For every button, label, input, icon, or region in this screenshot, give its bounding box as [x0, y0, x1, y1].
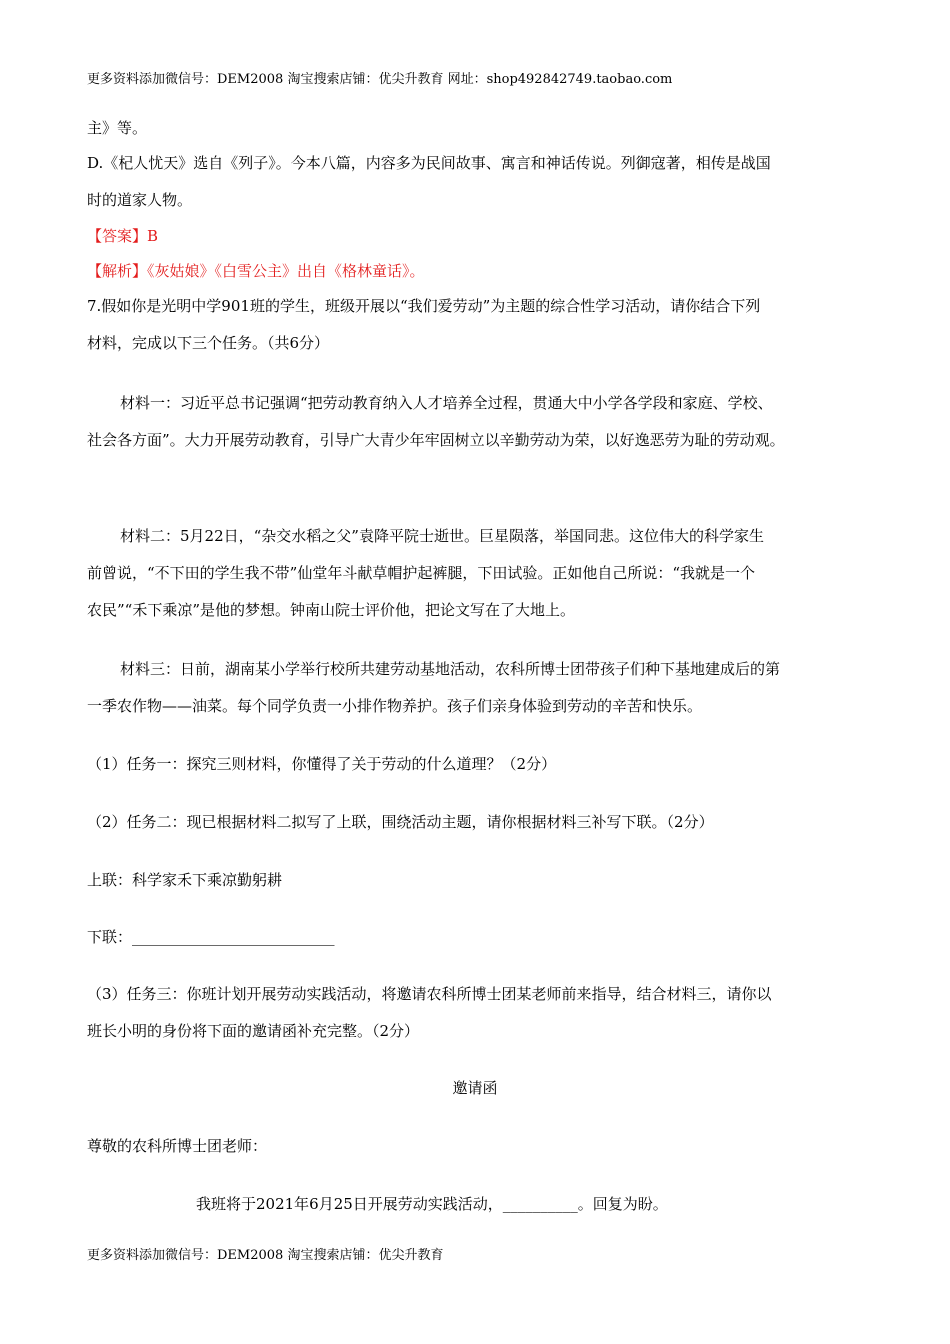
answer-line: 【答案】B	[87, 227, 159, 245]
material-2: 材料二：5月22日，“杂交水稻之父”袁降平院士逝世。巨星陨落，举国同悲。这位伟大的科学家生	[120, 527, 764, 545]
invitation-title: 邀请函	[452, 1079, 498, 1097]
material-1-cont: 社会各方面”。大力开展劳动教育，引导广大青少年牢固树立以辛勤劳动为荣，以好逸恶劳为耻的劳动观。	[87, 431, 785, 449]
task-2: （2）任务二：现已根据材料二拟写了上联，围绕活动主题，请你根据材料三补写下联。（2分）	[87, 813, 714, 831]
task-3: （3）任务三：你班计划开展劳动实践活动，将邀请农科所博士团某老师前来指导，结合材料三，请你以	[87, 985, 772, 1003]
material-2-cont: 前曾说，“不下田的学生我不带”仙堂年斗献草帽护起裤腿，下田试验。正如他自己所说：“我就是一个	[87, 564, 756, 582]
task-1: （1）任务一：探究三则材料，你懂得了关于劳动的什么道理？（2分）	[87, 755, 557, 773]
text-line: 时的道家人物。	[87, 191, 193, 209]
text-line: 主》等。	[87, 119, 148, 137]
upper-couplet: 上联：科学家禾下乘凉勤躬耕	[87, 871, 283, 889]
page-header: 更多资料添加微信号：DEM2008 淘宝搜索店铺：优尖升教育 网址：shop492842749.taobao.com	[87, 72, 673, 87]
material-2-cont: 农民”“禾下乘凉”是他的梦想。钟南山院士评价他，把论文写在了大地上。	[87, 601, 576, 619]
question-7-cont: 材料，完成以下三个任务。（共6分）	[87, 334, 330, 352]
material-3-cont: 一季农作物——油菜。每个同学负责一小排作物养护。孩子们亲身体验到劳动的辛苦和快乐。	[87, 697, 703, 715]
lower-couplet: 下联：___________________________	[87, 928, 335, 946]
invitation-body: 我班将于2021年6月25日开展劳动实践活动，__________。回复为盼。	[196, 1195, 668, 1213]
invitation-salutation: 尊敬的农科所博士团老师：	[87, 1137, 268, 1155]
material-3: 材料三：日前，湖南某小学举行校所共建劳动基地活动，农科所博士团带孩子们种下基地建成后的第	[120, 660, 781, 678]
text-line: D.《杞人忧天》选自《列子》。今本八篇，内容多为民间故事、寓言和神话传说。列御寇著，相传是战国	[87, 154, 771, 172]
task-3-cont: 班长小明的身份将下面的邀请函补充完整。（2分）	[87, 1022, 420, 1040]
analysis-line: 【解析】《灰姑娘》《白雪公主》出自《格林童话》。	[87, 262, 425, 280]
material-1: 材料一：习近平总书记强调“把劳动教育纳入人才培养全过程，贯通大中小学各学段和家庭、学校、	[120, 394, 773, 412]
question-7: 7.假如你是光明中学901班的学生，班级开展以“我们爱劳动”为主题的综合性学习活动，请你结合下列	[87, 297, 761, 315]
page-footer: 更多资料添加微信号：DEM2008 淘宝搜索店铺：优尖升教育	[87, 1248, 444, 1263]
